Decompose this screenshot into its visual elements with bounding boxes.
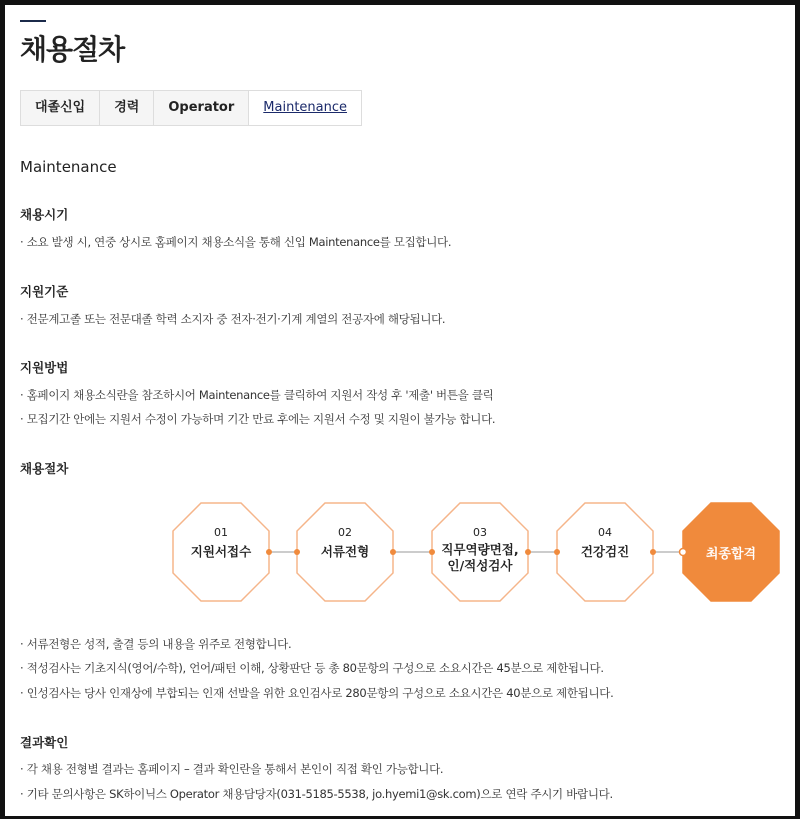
step-4-number: 04 <box>598 526 612 539</box>
step-2-number: 02 <box>338 526 352 539</box>
page-title: 채용절차 <box>20 33 125 66</box>
process-note: · 적성검사는 기초지식(영어/수학), 언어/패턴 이해, 상황판단 등 총 80문항의 구성으로 소요시간은 45분으로 제한됩니다. <box>20 661 604 675</box>
title-accent-bar <box>20 20 46 22</box>
section-title: Maintenance <box>20 158 117 176</box>
result-item: · 기타 문의사항은 SK하이닉스 Operator 채용담당자(031-5185-5538, jo.hyemi1@sk.com)으로 연락 주시기 바랍니다. <box>20 787 613 801</box>
tab-new-graduate[interactable]: 대졸신입 <box>21 91 100 125</box>
process-heading: 채용절차 <box>20 461 69 476</box>
method-item: · 모집기간 안에는 지원서 수정이 가능하며 기간 만료 후에는 지원서 수정 및 지원이 불가능 합니다. <box>20 412 496 426</box>
process-flow <box>170 500 785 605</box>
timing-heading: 채용시기 <box>20 207 69 222</box>
step-3-number: 03 <box>473 526 487 539</box>
method-heading: 지원방법 <box>20 360 69 375</box>
tab-bar <box>20 90 362 126</box>
method-item: · 홈페이지 채용소식란을 참조하시어 Maintenance를 클릭하여 지원서 작성 후 '제출' 버튼을 클릭 <box>20 388 494 402</box>
tab-maintenance[interactable]: Maintenance <box>249 91 361 125</box>
timing-item: · 소요 발생 시, 연중 상시로 홈페이지 채용소식을 통해 신입 Maintenance를 모집합니다. <box>20 235 452 249</box>
result-item: · 각 채용 전형별 결과는 홈페이지 – 결과 확인란을 통해서 본인이 직접 확인 가능합니다. <box>20 762 444 776</box>
criteria-item: · 전문계고졸 또는 전문대졸 학력 소지자 중 전자·전기·기계 계열의 전공자에 해당됩니다. <box>20 312 446 326</box>
tab-operator[interactable]: Operator <box>154 91 249 125</box>
step-1-number: 01 <box>214 526 228 539</box>
result-heading: 결과확인 <box>20 735 69 750</box>
criteria-heading: 지원기준 <box>20 284 69 299</box>
step-3-label: 직무역량면접, 인/적성검사 <box>441 542 519 573</box>
final-step-label: 최종합격 <box>705 547 757 562</box>
step-4-label: 건강검진 <box>580 544 630 559</box>
step-1-label: 지원서접수 <box>190 544 252 559</box>
process-note: · 서류전형은 성적, 출결 등의 내용을 위주로 전형합니다. <box>20 637 292 651</box>
step-2-label: 서류전형 <box>320 544 370 559</box>
tab-experienced[interactable]: 경력 <box>100 91 154 125</box>
process-note: · 인성검사는 당사 인재상에 부합되는 인재 선발을 위한 요인검사로 280문항의 구성으로 소요시간은 40분으로 제한됩니다. <box>20 686 614 700</box>
